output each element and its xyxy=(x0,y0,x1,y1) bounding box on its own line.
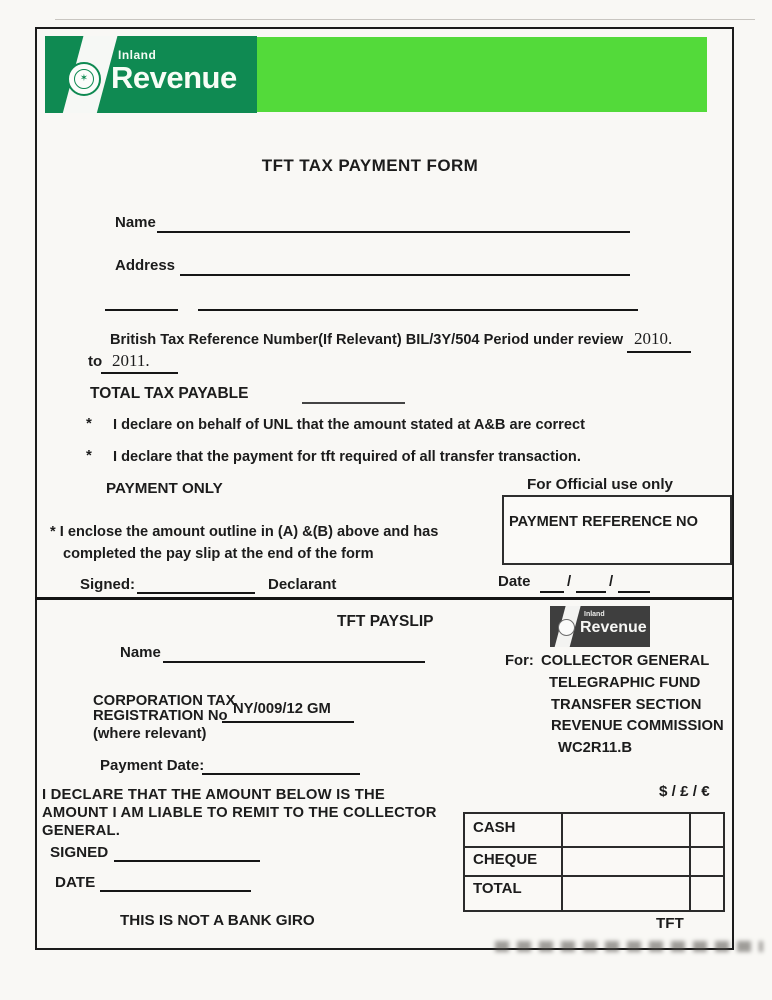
payslip-for-label: For: xyxy=(505,653,534,669)
period-from-line xyxy=(627,351,691,353)
enclose-line-2: completed the pay slip at the end of the form xyxy=(63,546,374,562)
table-row xyxy=(465,814,723,848)
signed-field-line xyxy=(137,592,255,594)
cash-amount-cell xyxy=(563,814,691,846)
payslip-declaration-1: I DECLARE THAT THE AMOUNT BELOW IS THE xyxy=(42,787,385,803)
payslip-date-line xyxy=(100,890,251,892)
recipient-line-4: REVENUE COMMISSION xyxy=(551,718,724,734)
currency-label: $ / £ / € xyxy=(659,783,710,800)
payslip-title: TFT PAYSLIP xyxy=(337,613,434,630)
inland-revenue-logo xyxy=(45,36,257,113)
enclose-line-1: * I enclose the amount outline in (A) &(B) above and has xyxy=(50,524,439,540)
period-to-value: 2011. xyxy=(112,351,150,370)
payslip-signed-line xyxy=(114,860,260,862)
address-cont-line-long xyxy=(198,309,638,311)
address-cont-line-short xyxy=(105,309,178,311)
not-bank-giro-label: THIS IS NOT A BANK GIRO xyxy=(120,912,315,929)
corp-tax-note: (where relevant) xyxy=(93,726,207,742)
corp-tax-label-1: CORPORATION TAX xyxy=(93,693,236,709)
cheque-row-label: CHEQUE xyxy=(465,848,563,875)
table-row xyxy=(465,848,723,877)
declaration-bullet-1: * xyxy=(86,415,92,432)
payment-reference-label: PAYMENT REFERENCE NO xyxy=(509,514,698,530)
corp-tax-label-2: REGISTRATION No xyxy=(93,708,228,724)
to-label: to xyxy=(88,353,103,370)
total-amount-cell xyxy=(563,877,691,910)
cash-row-label: CASH xyxy=(465,814,563,846)
payslip-date-label: DATE xyxy=(55,874,96,891)
logo-small-revenue-text: Revenue xyxy=(580,619,647,636)
inland-revenue-logo-small xyxy=(550,606,650,647)
date-seg-1 xyxy=(540,591,564,593)
form-title: TFT TAX PAYMENT FORM xyxy=(261,156,479,175)
payslip-name-label: Name xyxy=(120,644,161,661)
date-seg-3 xyxy=(618,591,650,593)
payment-date-line xyxy=(202,773,360,775)
amount-table xyxy=(463,812,725,912)
scan-artifact-line xyxy=(55,19,755,20)
payment-date-label: Payment Date: xyxy=(100,757,205,774)
total-tax-label: TOTAL TAX PAYABLE xyxy=(90,385,249,402)
date-seg-2 xyxy=(576,591,606,593)
date-label: Date xyxy=(498,573,531,590)
table-row xyxy=(465,877,723,910)
declaration-text-1: I declare on behalf of UNL that the amount stated at A&B are correct xyxy=(113,417,585,433)
declarant-label: Declarant xyxy=(268,576,337,593)
payment-only-label: PAYMENT ONLY xyxy=(106,480,223,497)
payslip-declaration-3: GENERAL. xyxy=(42,823,121,839)
payslip-signed-label: SIGNED xyxy=(50,844,109,861)
date-slash-1: / xyxy=(567,573,572,590)
logo-small-inland-text: Inland xyxy=(584,611,605,618)
scan-artifact-blur xyxy=(495,941,763,952)
logo-revenue-text: Revenue xyxy=(111,60,237,95)
date-slash-2: / xyxy=(609,573,614,590)
total-tax-line xyxy=(302,402,405,404)
total-row-label: TOTAL xyxy=(465,877,563,910)
green-banner xyxy=(257,37,707,112)
address-label: Address xyxy=(115,257,176,274)
official-use-label: For Official use only xyxy=(527,476,673,493)
name-field-line xyxy=(157,231,630,233)
period-from-value: 2010. xyxy=(634,329,673,348)
recipient-line-3: TRANSFER SECTION xyxy=(551,697,702,713)
cheque-cents-cell xyxy=(691,848,723,875)
signed-label: Signed: xyxy=(80,576,135,593)
cheque-amount-cell xyxy=(563,848,691,875)
section-divider xyxy=(35,597,732,600)
tft-label: TFT xyxy=(656,915,684,932)
recipient-line-2: TELEGRAPHIC FUND xyxy=(549,675,701,691)
recipient-line-1: COLLECTOR GENERAL xyxy=(541,653,710,669)
address-field-line xyxy=(180,274,630,276)
tax-reference-line: British Tax Reference Number(If Relevant) BIL/3Y/504 Period under review xyxy=(110,332,624,348)
period-to-line xyxy=(101,372,178,374)
crest-icon: ✶ xyxy=(67,62,101,96)
payslip-declaration-2: AMOUNT I AM LIABLE TO REMIT TO THE COLLECTOR xyxy=(42,805,437,821)
declaration-bullet-2: * xyxy=(86,447,92,464)
corp-tax-line xyxy=(222,721,354,723)
recipient-line-5: WC2R11.B xyxy=(558,740,633,756)
payslip-name-line xyxy=(163,661,425,663)
name-label: Name xyxy=(115,214,156,231)
corp-tax-value: NY/009/12 GM xyxy=(233,701,331,717)
declaration-text-2: I declare that the payment for tft required of all transfer transaction. xyxy=(113,449,581,465)
crest-icon-small xyxy=(558,619,575,636)
cash-cents-cell xyxy=(691,814,723,846)
total-cents-cell xyxy=(691,877,723,910)
logo-inland-text: Inland xyxy=(118,48,157,62)
